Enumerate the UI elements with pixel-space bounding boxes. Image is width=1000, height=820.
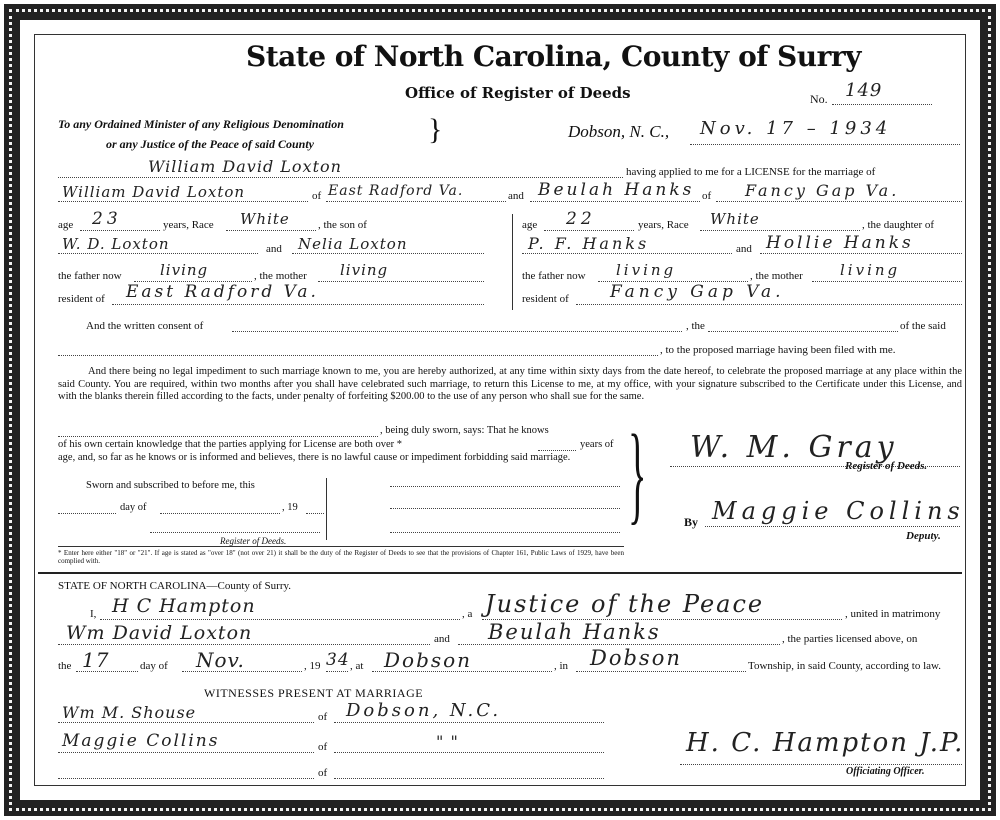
groom-race: White xyxy=(240,210,290,228)
sworn-box-right xyxy=(326,478,327,540)
groom-mother: Nelia Loxton xyxy=(298,235,408,253)
groom-name: William David Loxton xyxy=(62,183,246,201)
son-of-label: , the son of xyxy=(318,219,367,231)
groom-mother-line xyxy=(292,253,484,254)
bride-age-label: age xyxy=(522,219,538,231)
bride-mother-status-line xyxy=(812,281,962,282)
groom-race-line xyxy=(226,230,316,231)
cert-i-label: I, xyxy=(90,608,97,620)
groom-resident-line xyxy=(112,304,484,305)
sworn-line-2-end: years of xyxy=(580,439,614,450)
bride-age-line xyxy=(544,230,634,231)
bride-father-line xyxy=(522,253,732,254)
cert-year-line xyxy=(326,671,348,672)
bride-residence: Fancy Gap Va. xyxy=(745,181,900,200)
witness-3-of: of xyxy=(318,767,328,779)
sworn-aux-line-2 xyxy=(390,508,620,509)
bride-resident-line xyxy=(576,304,962,305)
address-brace: } xyxy=(428,113,443,146)
witness-2-line xyxy=(58,752,314,753)
groom-mother-label: , the mother xyxy=(254,270,307,282)
groom-mother-status: living xyxy=(340,261,389,279)
cert-groom-line xyxy=(58,644,430,645)
deputy-signature-line xyxy=(705,526,960,527)
applicant-line xyxy=(58,177,623,178)
footnote-rule xyxy=(58,546,624,547)
sworn-line-2: of his own certain knowledge that the parties applying for License are both over * xyxy=(58,439,403,450)
witness-2-name: Maggie Collins xyxy=(62,731,220,751)
register-signature: W. M. Gray xyxy=(690,430,898,465)
by-label: By xyxy=(684,515,699,529)
sworn-aux-line-1 xyxy=(390,486,620,487)
officiant-name: H C Hampton xyxy=(112,595,256,617)
cert-month: Nov. xyxy=(196,648,245,672)
bride-mother: Hollie Hanks xyxy=(766,233,914,253)
groom-father: W. D. Loxton xyxy=(62,235,170,253)
document-subtitle: Office of Register of Deeds xyxy=(405,84,631,102)
groom-father-status: living xyxy=(160,261,209,279)
address-line-1: To any Ordained Minister of any Religious Denomination xyxy=(58,117,344,131)
register-sign-line xyxy=(150,532,320,533)
bride-father-now: the father now xyxy=(522,270,586,282)
parties-label: , the parties licensed above, on xyxy=(782,633,918,645)
witness-2-residence: " " xyxy=(436,732,459,751)
deputy-signature: Maggie Collins xyxy=(712,497,965,525)
having-applied-text: having applied to me for a LICENSE for the marriage of xyxy=(626,166,876,178)
witness-1-of: of xyxy=(318,711,328,723)
address-line-2: or any Justice of the Peace of said County xyxy=(106,137,314,151)
date-value: Nov. 17 – 1934 xyxy=(700,118,892,139)
bride-race: White xyxy=(710,210,760,228)
certificate-divider xyxy=(38,572,962,574)
cert-day-of-label: day of xyxy=(140,660,168,672)
sworn-year-label: , 19 xyxy=(282,502,298,513)
daughter-of-label: , the daughter of xyxy=(862,219,935,231)
affiant-line xyxy=(58,436,378,437)
witness-3-residence-line xyxy=(334,778,604,779)
consent-of-said: of the said xyxy=(900,320,946,332)
of-label-2: of xyxy=(702,190,712,202)
sworn-aux-line-3 xyxy=(390,532,620,533)
witness-2-of: of xyxy=(318,741,328,753)
sworn-brace: } xyxy=(628,412,647,534)
groom-residence-line xyxy=(326,201,506,202)
cert-at-label: , at xyxy=(350,660,364,672)
bride-resident-of: resident of xyxy=(522,293,569,305)
register-title: Register of Deeds. xyxy=(845,460,928,472)
witness-3-line xyxy=(58,778,314,779)
groom-age-label: age xyxy=(58,219,74,231)
consent-the-blank xyxy=(708,331,898,332)
cert-a-label: , a xyxy=(462,608,473,620)
groom-mother-status-line xyxy=(318,281,484,282)
sworn-year-blank xyxy=(306,513,324,514)
witnesses-heading: WITNESSES PRESENT AT MARRIAGE xyxy=(204,686,424,700)
cert-the-label: the xyxy=(58,660,72,672)
document-title: State of North Carolina, County of Surry xyxy=(246,40,861,73)
sworn-subscribed: Sworn and subscribed to before me, this xyxy=(86,480,255,491)
cert-township: Dobson xyxy=(590,646,682,670)
cert-year-prefix: , 19 xyxy=(304,660,321,672)
witness-1-line xyxy=(58,722,314,723)
consent-line-2-blank xyxy=(58,355,658,356)
footnote: * Enter here either "18" or "21". If age is stated as "over 18" (not over 21) it shall be the duty of the Register of Deeds to see that the provisions of Chapter 161, Public Laws of 1929, have been complied with. xyxy=(58,549,624,565)
consent-line-2-end: , to the proposed marriage having been filed with me. xyxy=(660,344,896,356)
groom-residence-value: East Radford Va. xyxy=(126,282,319,302)
cert-and-label: and xyxy=(434,633,450,645)
consent-line-1-blank xyxy=(232,331,682,332)
bride-mother-status: living xyxy=(840,261,901,279)
officiating-officer-label: Officiating Officer. xyxy=(846,766,925,777)
column-divider xyxy=(512,214,513,310)
cert-township-line xyxy=(576,671,746,672)
groom-name-line xyxy=(58,201,308,202)
cert-year: 34 xyxy=(326,650,350,670)
witness-1-residence: Dobson, N.C. xyxy=(346,700,502,721)
groom-father-line xyxy=(58,253,258,254)
bride-race-label: years, Race xyxy=(638,219,689,231)
officiant-signature: H. C. Hampton J.P. xyxy=(686,728,965,758)
witness-2-residence-line xyxy=(334,752,604,753)
witness-1-name: Wm M. Shouse xyxy=(62,703,197,722)
bride-age: 22 xyxy=(566,209,596,229)
deputy-title: Deputy. xyxy=(906,530,941,542)
sworn-line-3: age, and, so far as he knows or is informed and believes, there is no lawful cause or impediment forbidding said marriage. xyxy=(58,452,571,463)
bride-mother-line xyxy=(760,253,962,254)
sworn-register-label: Register of Deeds. xyxy=(220,536,287,546)
groom-resident-of: resident of xyxy=(58,293,105,305)
cert-in-label: , in xyxy=(554,660,569,672)
bride-residence-line xyxy=(716,201,962,202)
bride-race-line xyxy=(700,230,860,231)
officiant-line xyxy=(100,619,460,620)
groom-and-label: and xyxy=(266,243,282,255)
cert-place: Dobson xyxy=(384,648,473,672)
applicant-name: William David Loxton xyxy=(148,157,342,176)
certificate-heading: STATE OF NORTH CAROLINA—County of Surry. xyxy=(58,580,292,592)
groom-age: 23 xyxy=(92,209,122,229)
bride-father-status: living xyxy=(616,261,677,279)
and-label: and xyxy=(508,190,524,202)
groom-residence: East Radford Va. xyxy=(328,183,464,199)
bride-and-label: and xyxy=(736,243,752,255)
united-label: , united in matrimony xyxy=(845,608,941,620)
cert-bride-line xyxy=(458,644,780,645)
cert-groom: Wm David Loxton xyxy=(66,622,253,644)
bride-name: Beulah Hanks xyxy=(538,180,695,200)
sworn-month-blank xyxy=(160,513,280,514)
sworn-line-1: , being duly sworn, says: That he knows xyxy=(380,425,549,436)
groom-father-now: the father now xyxy=(58,270,122,282)
groom-age-line xyxy=(80,230,160,231)
number-label: No. xyxy=(810,92,828,106)
of-label: of xyxy=(312,190,322,202)
bride-mother-label: , the mother xyxy=(750,270,803,282)
cert-bride: Beulah Hanks xyxy=(488,620,661,644)
sworn-day-blank xyxy=(58,513,116,514)
date-line xyxy=(690,144,960,145)
officiant-office: Justice of the Peace xyxy=(485,590,765,618)
consent-the: , the xyxy=(686,320,705,332)
cert-day: 17 xyxy=(82,648,110,672)
witness-1-residence-line xyxy=(334,722,604,723)
groom-race-label: years, Race xyxy=(163,219,214,231)
number-line xyxy=(832,104,932,105)
consent-line-1: And the written consent of xyxy=(86,320,204,332)
place-label: Dobson, N. C., xyxy=(568,122,670,141)
bride-father: P. F. Hanks xyxy=(528,234,650,253)
officiant-signature-line xyxy=(680,764,962,765)
cert-township-label: Township, in said County, according to law. xyxy=(748,660,942,672)
license-body-text: And there being no legal impediment to such marriage known to me, you are hereby authorized, at any time within sixty days from the date hereof, to celebrate the proposed marriage at any place within the said County. You are required, within two months after you shall have celebrated such marriage, to return this License to me, at my office, with your signature subscribed to the Certificate under this License, and with the blanks therein filled according to the facts, under penalty of forfeiting $200.00 to the use of any person who shall sue for the same. xyxy=(58,366,962,402)
license-number: 149 xyxy=(845,80,883,101)
sworn-day-label: day of xyxy=(120,502,147,513)
bride-name-line xyxy=(530,201,700,202)
age-over-blank xyxy=(538,450,576,451)
bride-residence-value: Fancy Gap Va. xyxy=(610,282,785,302)
